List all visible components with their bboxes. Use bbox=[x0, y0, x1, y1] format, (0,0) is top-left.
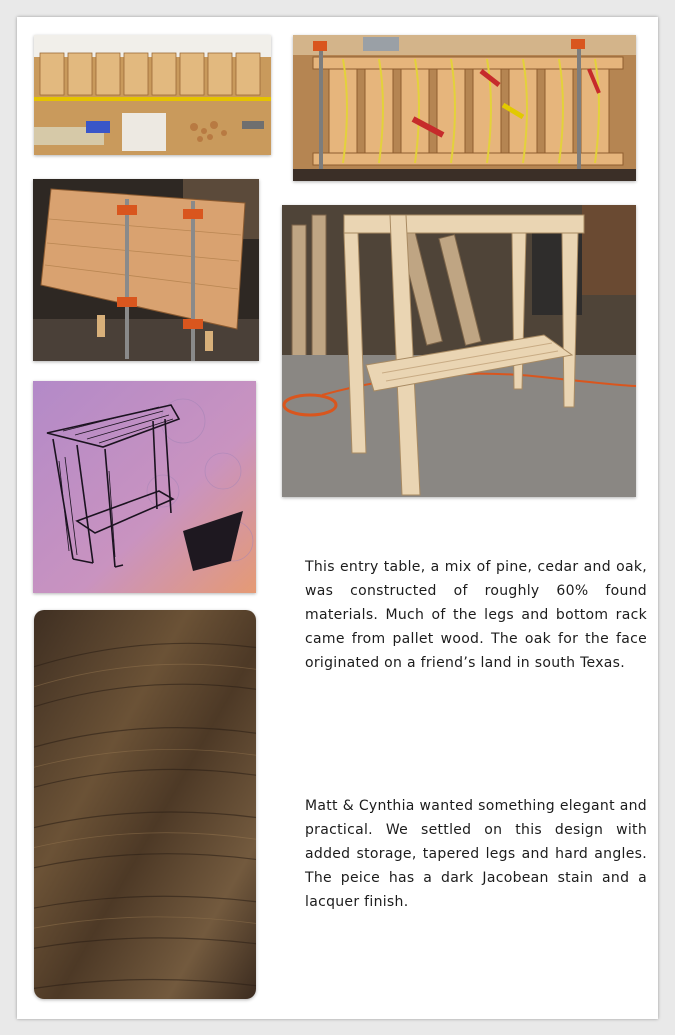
portfolio-page bbox=[17, 17, 658, 1019]
rack-clamped-photo bbox=[293, 35, 636, 181]
glued-panel-clamps-photo bbox=[33, 179, 259, 361]
raw-table-in-shop-photo bbox=[282, 205, 636, 497]
stained-wood-closeup-photo bbox=[34, 610, 256, 999]
table-sketch-photo bbox=[33, 381, 256, 593]
slats-on-workbench-photo bbox=[34, 35, 271, 155]
description-paragraph-materials: This entry table, a mix of pine, cedar and oak, was constructed of roughly 60% found materials. Much of the legs and bottom rack came from pallet wood. The oak for the face originated on a friend’s land in south Texas. bbox=[305, 559, 647, 671]
description-paragraph-design: Matt & Cynthia wanted something elegant and practical. We settled on this design with added storage, tapered legs and hard angles. The peice has a dark Jacobean stain and a lacquer finish. bbox=[305, 798, 647, 910]
